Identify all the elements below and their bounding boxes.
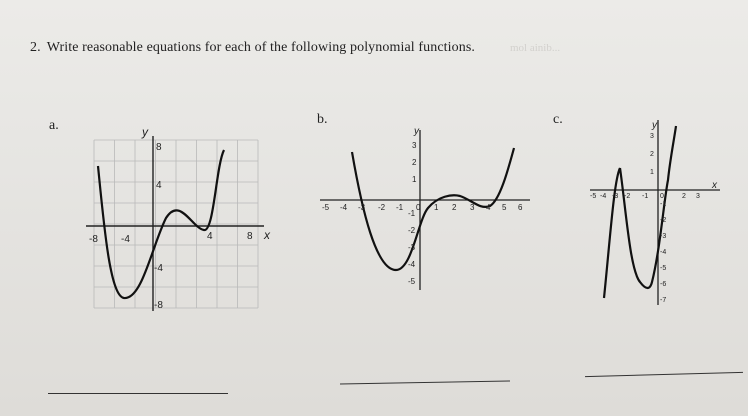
part-b-label: b. [317,112,328,127]
graph-c-y-tick: 2 [650,151,654,158]
graph-c-y-tick: 1 [650,169,654,176]
graph-a [86,125,270,326]
graph-b-x-tick: -4 [340,203,348,212]
graph-b-x-tick: 1 [434,203,439,212]
graph-b-x-tick: -2 [378,203,386,212]
graph-c-x-tick: 3 [696,193,700,200]
graph-a-grid [94,140,258,308]
graph-a-y-tick: 8 [156,142,162,153]
graph-c-x-tick: -2 [624,193,631,200]
bleed-through-text: mol ainib... [510,42,561,54]
graph-c-x-tick: -1 [642,193,649,200]
graph-c-y-tick: -2 [660,217,667,224]
graph-a-x-label: x [264,228,270,242]
graph-b-x-tick: 3 [470,203,475,212]
answer-line-b[interactable] [340,381,510,385]
graph-b-x-tick: 2 [452,203,457,212]
graph-b-x-tick: 4 [486,203,491,212]
question-number: 2. [30,40,41,55]
graph-b-y-tick: 3 [412,141,417,150]
graph-c-curve-left [604,168,620,298]
graph-c-y-tick: -4 [660,249,667,256]
graph-c-x-tick: -4 [600,193,607,200]
graph-c-x-tick: 2 [682,193,686,200]
graph-b-x-tick: -5 [322,203,330,212]
graph-c-curve [620,126,676,288]
graph-c-y-tick: -7 [660,297,667,304]
graph-c [590,120,720,310]
answer-line-c[interactable] [585,372,743,377]
graph-c-y-tick: 3 [650,133,654,140]
graph-c-x-tick: -5 [590,193,597,200]
graph-c-y-tick: -1 [660,201,667,208]
graph-b [320,126,530,300]
graph-b-y-tick: -4 [408,260,416,269]
graph-b-y-tick: -2 [408,226,416,235]
graph-a-x-tick: 4 [207,231,213,242]
graph-b-x-tick: -1 [396,203,404,212]
graph-a-x-tick: 8 [247,231,253,242]
graph-c-x-label: x [712,180,717,191]
answer-line-a[interactable] [48,393,228,394]
graph-c-y-tick: -3 [660,233,667,240]
graph-c-x-tick: 0 [660,193,664,200]
graph-b-y-tick: 1 [412,175,417,184]
question-prompt [30,40,475,56]
part-c-label: c. [553,112,563,127]
question-text: Write reasonable equations for each of the following polynomial functions. [46,40,475,55]
graph-b-x-tick: 6 [518,203,523,212]
graph-c-y-tick: -5 [660,265,667,272]
graph-b-x-tick: -3 [358,203,366,212]
graph-a-y-tick: 4 [156,180,162,191]
graph-a-x-tick: -4 [121,234,130,245]
part-a-label: a. [49,118,59,133]
graph-c-x-tick: -3 [612,193,619,200]
graph-b-x-tick: 5 [502,203,507,212]
graph-a-x-tick: -8 [89,234,98,245]
graph-b-y-tick: 2 [412,158,417,167]
graph-b-x-tick: 0 [416,203,421,212]
graph-a-y-label: y [142,125,148,139]
graph-c-y-label: y [652,120,657,131]
graph-a-y-tick: -4 [154,263,163,274]
graph-b-y-tick: -3 [408,243,416,252]
graph-b-y-tick: -5 [408,277,416,286]
graph-b-y-tick: -1 [408,209,416,218]
graph-c-y-tick: -6 [660,281,667,288]
graph-a-y-tick: -8 [154,300,163,311]
graph-b-y-label: y [414,126,419,137]
